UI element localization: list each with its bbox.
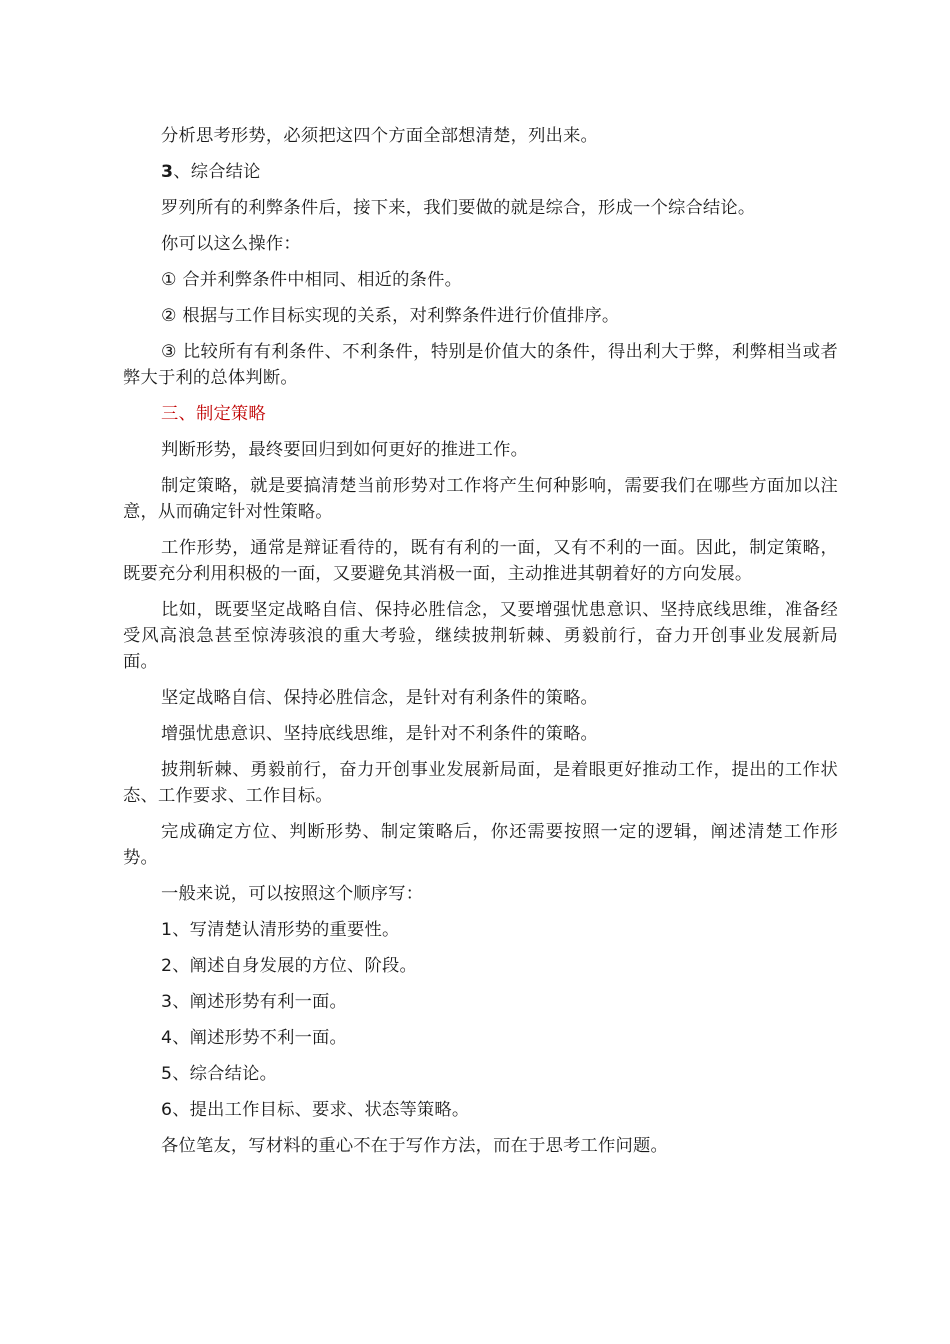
paragraph: 判断形势，最终要回归到如何更好的推进工作。 bbox=[161, 440, 529, 460]
list-item: 5、综合结论。 bbox=[161, 1064, 278, 1084]
paragraph: 完成确定方位、判断形势、制定策略后，你还需要按照一定的逻辑，阐述清楚工作形势。 bbox=[123, 822, 838, 868]
paragraph: 分析思考形势，必须把这四个方面全部想清楚，列出来。 bbox=[161, 126, 599, 146]
paragraph: 制定策略，就是要搞清楚当前形势对工作将产生何种影响，需要我们在哪些方面加以注意，从而确定针对性策略。 bbox=[123, 476, 838, 522]
paragraph: 披荆斩棘、勇毅前行，奋力开创事业发展新局面，是着眼更好推动工作，提出的工作状态、工作要求、工作目标。 bbox=[123, 760, 838, 806]
list-item: ② 根据与工作目标实现的关系，对利弊条件进行价值排序。 bbox=[161, 306, 620, 326]
paragraph: 比如，既要坚定战略自信、保持必胜信念，又要增强忧患意识、坚持底线思维，准备经受风高浪急甚至惊涛骇浪的重大考验，继续披荆斩棘、勇毅前行，奋力开创事业发展新局面。 bbox=[123, 600, 838, 672]
list-item: 4、阐述形势不利一面。 bbox=[161, 1028, 348, 1048]
document-body bbox=[123, 123, 838, 1169]
paragraph: 罗列所有的利弊条件后，接下来，我们要做的就是综合，形成一个综合结论。 bbox=[161, 198, 756, 218]
list-item: 1、写清楚认清形势的重要性。 bbox=[161, 920, 400, 940]
subheading-comprehensive-conclusion bbox=[123, 159, 838, 185]
section-heading: 三、制定策略 bbox=[161, 404, 266, 424]
paragraph: 一般来说，可以按照这个顺序写： bbox=[161, 884, 424, 904]
list-item: ③ 比较所有有利条件、不利条件，特别是价值大的条件，得出利大于弊，利弊相当或者弊大于利的总体判断。 bbox=[123, 342, 838, 388]
paragraph: 各位笔友，写材料的重心不在于写作方法，而在于思考工作问题。 bbox=[161, 1136, 668, 1156]
subheading-number: 3 bbox=[161, 162, 174, 182]
list-item: ① 合并利弊条件中相同、相近的条件。 bbox=[161, 270, 463, 290]
paragraph: 坚定战略自信、保持必胜信念，是针对有利条件的策略。 bbox=[161, 688, 599, 708]
subheading-text: 、综合结论 bbox=[173, 162, 261, 182]
list-item: 3、阐述形势有利一面。 bbox=[161, 992, 348, 1012]
list-item: 2、阐述自身发展的方位、阶段。 bbox=[161, 956, 417, 976]
list-item: 6、提出工作目标、要求、状态等策略。 bbox=[161, 1100, 470, 1120]
paragraph: 增强忧患意识、坚持底线思维，是针对不利条件的策略。 bbox=[161, 724, 599, 744]
paragraph: 你可以这么操作： bbox=[161, 234, 301, 254]
paragraph: 工作形势，通常是辩证看待的，既有有利的一面，又有不利的一面。因此，制定策略，既要充分利用积极的一面，又要避免其消极一面，主动推进其朝着好的方向发展。 bbox=[123, 538, 838, 584]
